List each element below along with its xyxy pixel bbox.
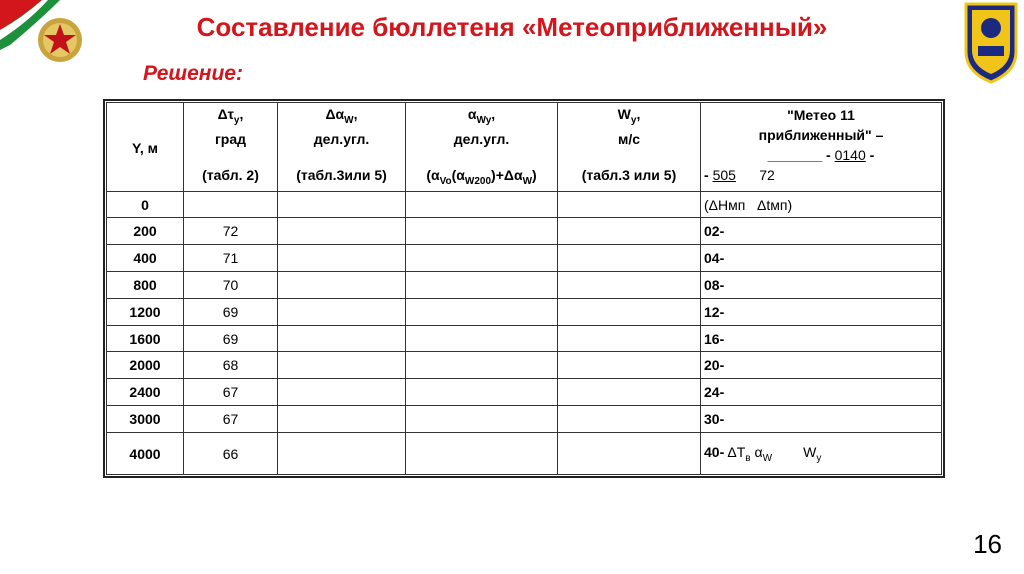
col-meteo-bulletin: "Метео 11 приближенный" – _______ - 0140 - - 505 72 xyxy=(701,103,942,192)
table-row: 800 70 08- xyxy=(107,272,942,299)
col-height: Y, м xyxy=(107,103,184,192)
table-row: 2000 68 20- xyxy=(107,352,942,379)
table-row: 4000 66 40- $\Delta Т_в$ $\alpha_W$ $W_у$ xyxy=(107,433,942,475)
table-header-row xyxy=(107,103,942,192)
table-row: 1200 69 12- xyxy=(107,298,942,325)
slide-title: Составление бюллетеня «Метеоприближенный» xyxy=(196,12,828,42)
table-row: 200 72 02- xyxy=(107,218,942,245)
col-wind-direction: $\alpha_{Wy}$, дел.угл. $(\alpha_{Vo}(\alpha_{W200})+\Delta\alpha_W)$ xyxy=(406,103,558,192)
col-wind-speed: $W_у$, м/с (табл.3 или 5) xyxy=(558,103,701,192)
bulletin-table-frame xyxy=(103,99,945,478)
table-row: 1600 69 16- xyxy=(107,325,942,352)
table-row: 0 (ΔНмп Δtмп) xyxy=(107,191,942,218)
page-number: 16 xyxy=(973,529,1002,559)
table-row: 3000 67 30- xyxy=(107,406,942,433)
table-row: 2400 67 24- xyxy=(107,379,942,406)
solution-label: Решение: xyxy=(143,62,243,85)
table-row: 400 71 04- xyxy=(107,245,942,272)
meteo-last-row: 40- $\Delta Т_в$ $\alpha_W$ $W_у$ xyxy=(701,433,942,475)
col-wind-direction-deviation: $\Delta\alpha_W$, дел.угл. (табл.3или 5) xyxy=(278,103,406,192)
col-temp-deviation: $\Delta\tau_у$, град (табл. 2) xyxy=(184,103,278,192)
bulletin-table xyxy=(106,102,942,475)
